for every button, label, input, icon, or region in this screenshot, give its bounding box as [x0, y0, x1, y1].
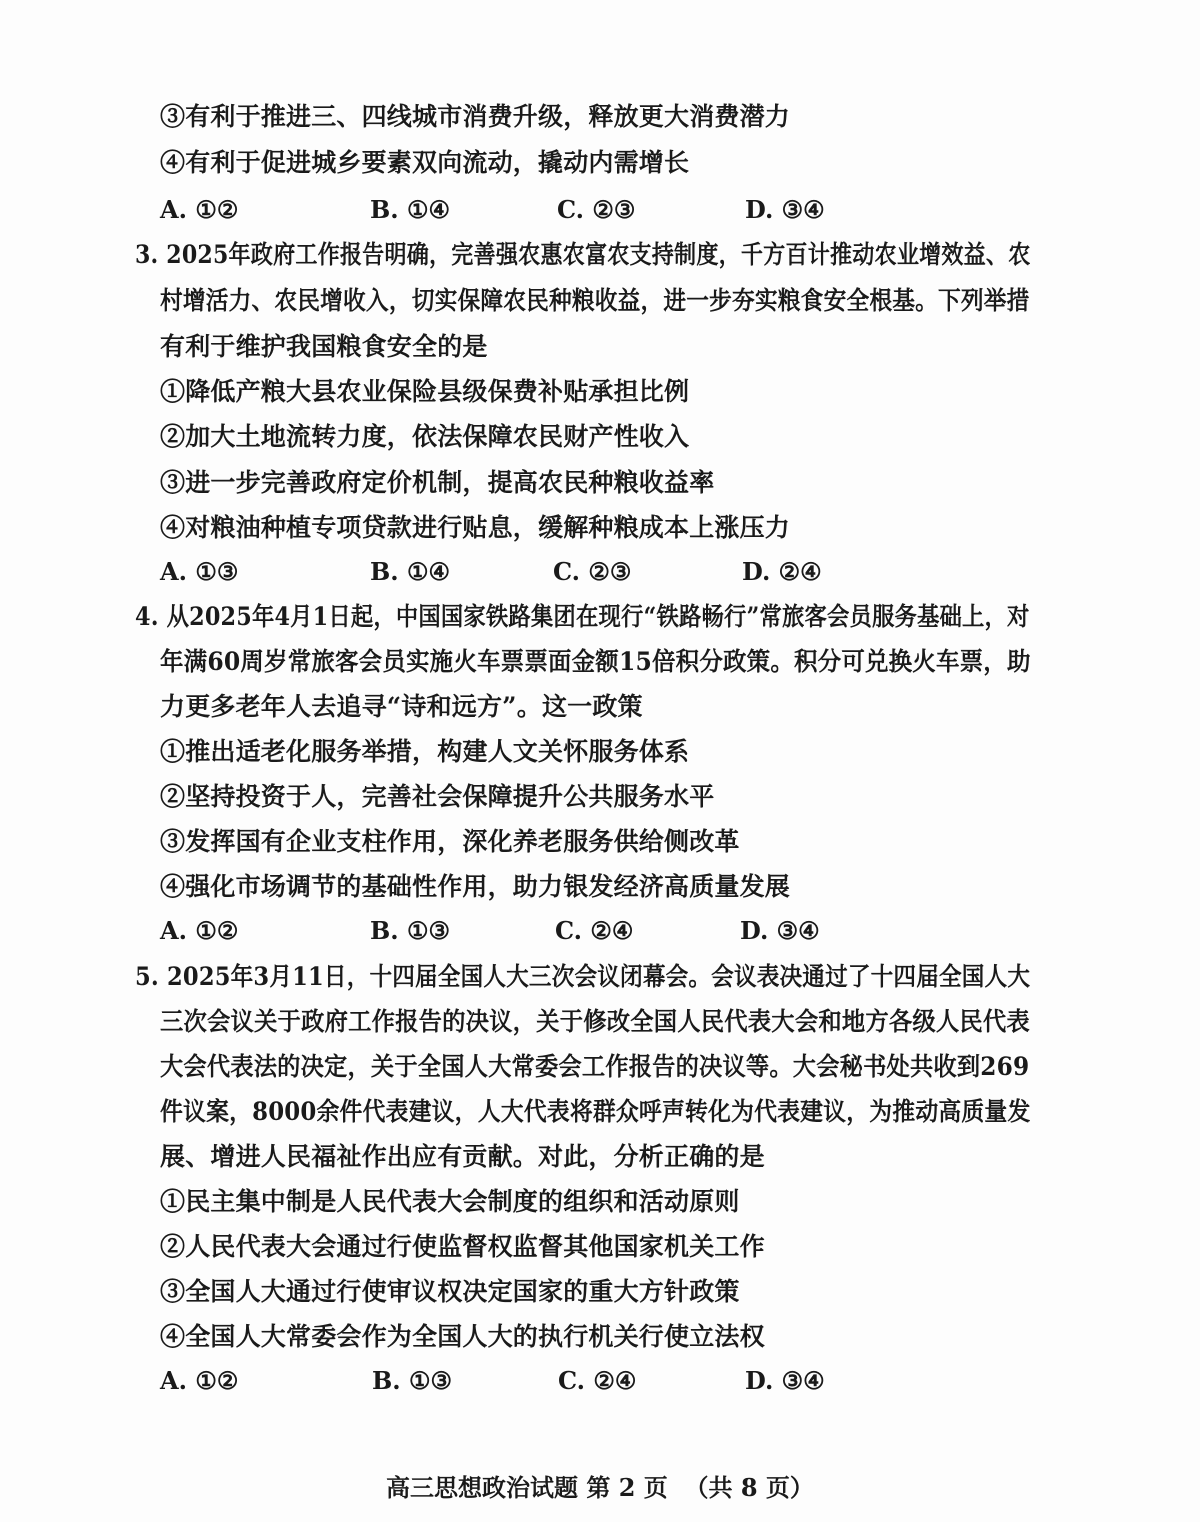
q3-option-c: C. ②③ [553, 557, 632, 586]
q3-statement-4: ④对粮油种植专项贷款进行贴息，缓解种粮成本上涨压力 [160, 513, 791, 542]
q3-stem-line-3: 有利于维护我国粮食安全的是 [160, 332, 488, 361]
q2-option-c: C. ②③ [557, 195, 636, 224]
q5-option-c: C. ②④ [558, 1366, 637, 1395]
q3-option-a: A. ①③ [160, 557, 239, 586]
q3-option-b: B. ①④ [370, 557, 451, 586]
q2-statement-4: ④有利于促进城乡要素双向流动，撬动内需增长 [160, 148, 690, 177]
q4-statement-4: ④强化市场调节的基础性作用，助力银发经济高质量发展 [160, 872, 791, 901]
q4-statement-3: ③发挥国有企业支柱作用，深化养老服务供给侧改革 [160, 827, 740, 856]
q2-statement-3: ③有利于推进三、四线城市消费升级，释放更大消费潜力 [160, 102, 791, 131]
q5-option-d: D. ③④ [745, 1366, 825, 1395]
q5-stem-line-4: 件议案，8000余件代表建议，人大代表将群众呼声转化为代表建议，为推动高质量发 [160, 1097, 1031, 1126]
q5-statement-1: ①民主集中制是人民代表大会制度的组织和活动原则 [160, 1187, 740, 1216]
q4-stem-line-1: 4. 从2025年4月1日起，中国国家铁路集团在现行“铁路畅行”常旅客会员服务基础上，对 [135, 602, 1030, 631]
q3-stem-line-2: 村增活力、农民增收入，切实保障农民种粮收益，进一步夯实粮食安全根基。下列举措 [160, 286, 1030, 315]
q3-option-d: D. ②④ [742, 557, 822, 586]
q5-statement-4: ④全国人大常委会作为全国人大的执行机关行使立法权 [160, 1322, 765, 1351]
q5-option-b: B. ①③ [372, 1366, 453, 1395]
q4-option-b: B. ①③ [370, 916, 451, 945]
q5-statement-3: ③全国人大通过行使审议权决定国家的重大方针政策 [160, 1277, 740, 1306]
q3-statement-3: ③进一步完善政府定价机制，提高农民种粮收益率 [160, 468, 715, 497]
q2-option-d: D. ③④ [745, 195, 825, 224]
q2-option-b: B. ①④ [370, 195, 451, 224]
q3-statement-2: ②加大土地流转力度，依法保障农民财产性收入 [160, 422, 690, 451]
q5-option-a: A. ①② [160, 1366, 239, 1395]
q4-statement-1: ①推出适老化服务举措，构建人文关怀服务体系 [160, 737, 690, 766]
q5-stem-line-5: 展、增进人民福祉作出应有贡献。对此，分析正确的是 [160, 1142, 765, 1171]
q4-option-a: A. ①② [160, 916, 239, 945]
q4-stem-line-3: 力更多老年人去追寻“诗和远方”。这一政策 [160, 692, 643, 721]
q2-option-a: A. ①② [160, 195, 239, 224]
q5-stem-line-2: 三次会议关于政府工作报告的决议，关于修改全国人民代表大会和地方各级人民代表 [160, 1007, 1030, 1036]
page-footer: 高三思想政治试题 第 2 页 （共 8 页） [386, 1473, 814, 1502]
q4-statement-2: ②坚持投资于人，完善社会保障提升公共服务水平 [160, 782, 715, 811]
q5-stem-line-1: 5. 2025年3月11日，十四届全国人大三次会议闭幕会。会议表决通过了十四届全国人大 [135, 962, 1031, 991]
q5-statement-2: ②人民代表大会通过行使监督权监督其他国家机关工作 [160, 1232, 765, 1261]
q3-statement-1: ①降低产粮大县农业保险县级保费补贴承担比例 [160, 377, 690, 406]
q4-option-d: D. ③④ [740, 916, 820, 945]
q3-stem-line-1: 3. 2025年政府工作报告明确，完善强农惠农富农支持制度，千方百计推动农业增效益、农 [135, 240, 1031, 269]
q4-stem-line-2: 年满60周岁常旅客会员实施火车票票面金额15倍积分政策。积分可兑换火车票，助 [160, 647, 1031, 676]
q4-option-c: C. ②④ [555, 916, 634, 945]
q5-stem-line-3: 大会代表法的决定，关于全国人大常委会工作报告的决议等。大会秘书处共收到269 [160, 1052, 1030, 1081]
